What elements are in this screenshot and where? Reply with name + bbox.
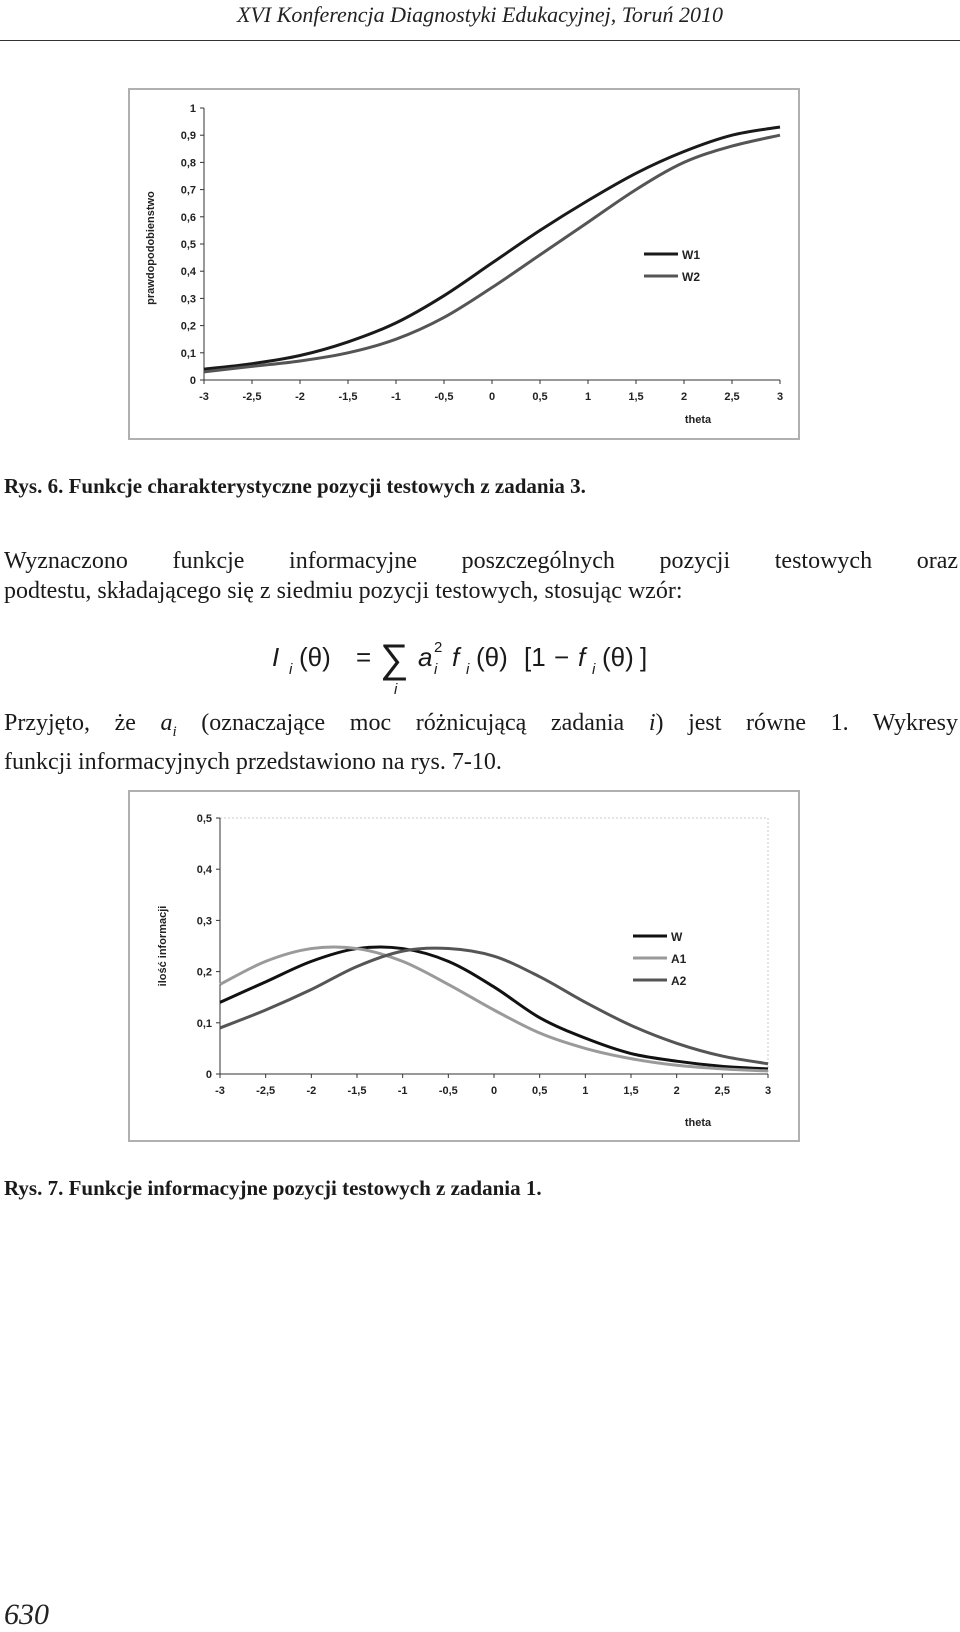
figure-2-caption: Rys. 7. Funkcje informacyjne pozycji testowych z zadania 1. xyxy=(4,1176,542,1200)
figure-2-chart xyxy=(128,790,800,1142)
p2-text-b: (oznaczające moc różnicującą zadania xyxy=(176,710,649,736)
y-tick-label: 0 xyxy=(189,375,196,387)
y-tick-label: 0,2 xyxy=(196,966,212,979)
formula-theta-3: (θ) xyxy=(602,642,634,672)
y-tick-label: 0,1 xyxy=(196,1017,212,1030)
x-tick-label: -1,5 xyxy=(338,391,358,403)
x-tick-label: 2 xyxy=(680,391,688,403)
x-tick-label: -0,5 xyxy=(434,391,454,403)
x-tick-label: 2,5 xyxy=(714,1085,730,1097)
y-tick-label: 1 xyxy=(189,103,196,115)
paragraph-2-line-2: funkcji informacyjnych przedstawiono na rys. 7-10. xyxy=(4,748,502,775)
y-axis-label: prawdopodobienstwo xyxy=(145,191,157,305)
y-tick-label: 0,6 xyxy=(180,211,196,224)
paragraph-1-line-1: Wyznaczono funkcje informacyjne poszczególnych pozycji testowych oraz xyxy=(4,548,958,574)
legend-label-a1: A1 xyxy=(671,952,687,966)
formula-sub-i-1: i xyxy=(289,661,293,678)
formula-sub-i-4: i xyxy=(592,661,596,678)
x-axis-label: theta xyxy=(684,414,712,426)
page-number: 630 xyxy=(4,1598,49,1631)
p2-text-a: Przyjęto, że xyxy=(4,710,161,736)
x-tick-label: -1 xyxy=(397,1085,408,1097)
p2-a-subscript: i xyxy=(172,723,177,740)
formula-bracket-open: [1 xyxy=(524,642,546,672)
formula-I: I xyxy=(272,642,280,672)
x-tick-label: 0,5 xyxy=(532,1085,548,1097)
paragraph-2 xyxy=(4,708,958,777)
y-axis-label: ilość informacji xyxy=(157,905,169,987)
chart-frame xyxy=(129,791,799,1141)
x-tick-label: 1,5 xyxy=(623,1085,639,1097)
x-tick-label: -0,5 xyxy=(438,1085,458,1097)
formula-theta-1: (θ) xyxy=(299,642,331,672)
x-tick-label: -3 xyxy=(215,1085,225,1097)
y-tick-label: 0,2 xyxy=(180,320,196,333)
legend-label-w1: W1 xyxy=(682,248,700,262)
x-tick-label: -1,5 xyxy=(347,1085,367,1097)
paragraph-2-line-1 xyxy=(4,708,958,747)
p2-text-c: ) jest równe 1. Wykresy xyxy=(655,710,958,736)
y-tick-label: 0,4 xyxy=(196,864,212,877)
x-axis-label: theta xyxy=(684,1117,712,1129)
x-tick-label: 0 xyxy=(490,1085,498,1097)
paragraph-1 xyxy=(4,546,958,606)
formula-sub-i-3: i xyxy=(466,661,470,678)
y-tick-label: 0 xyxy=(205,1069,212,1081)
figure-1-chart xyxy=(128,88,800,440)
formula-a: a xyxy=(418,642,433,672)
y-tick-label: 0,3 xyxy=(180,293,196,306)
formula-sum: ∑ xyxy=(380,637,409,681)
x-tick-label: 1,5 xyxy=(628,391,644,403)
y-tick-label: 0,5 xyxy=(196,813,212,825)
legend-label-w2: W2 xyxy=(682,270,700,284)
p2-i-symbol: i xyxy=(648,710,656,736)
x-tick-label: 1 xyxy=(584,391,592,403)
information-formula xyxy=(272,636,692,696)
formula-bracket-close: ] xyxy=(640,642,648,672)
x-tick-label: -2,5 xyxy=(242,391,262,403)
y-tick-label: 0,3 xyxy=(196,915,212,928)
header-rule xyxy=(0,40,960,41)
x-tick-label: 2 xyxy=(673,1085,680,1097)
paragraph-1-line-2: podtestu, składającego się z siedmiu pozycji testowych, stosując wzór: xyxy=(4,578,683,604)
y-tick-label: 0,4 xyxy=(180,266,196,279)
formula-f-1: f xyxy=(452,642,460,672)
legend-label-a2: A2 xyxy=(671,974,687,988)
x-tick-label: 1 xyxy=(582,1085,589,1097)
formula-f-2: f xyxy=(578,642,586,672)
formula-theta-2: (θ) xyxy=(476,642,508,672)
formula-power: 2 xyxy=(434,639,443,656)
x-tick-label: -2 xyxy=(295,391,305,403)
legend-label-w: W xyxy=(671,930,683,944)
y-tick-label: 0,7 xyxy=(180,184,196,197)
y-tick-label: 0,9 xyxy=(180,130,196,143)
x-tick-label: -2,5 xyxy=(256,1085,276,1097)
chart-frame xyxy=(129,89,799,439)
x-tick-label: -3 xyxy=(199,391,209,403)
x-tick-label: 2,5 xyxy=(724,391,740,403)
formula-equals: = xyxy=(356,642,372,672)
figure-1-caption: Rys. 6. Funkcje charakterystyczne pozycji testowych z zadania 3. xyxy=(4,474,586,498)
y-tick-label: 0,1 xyxy=(180,347,196,360)
p2-a-symbol: a xyxy=(160,710,173,736)
running-header: XVI Konferencja Diagnostyki Edukacyjnej, Toruń 2010 xyxy=(237,2,723,27)
x-tick-label: 3 xyxy=(764,1085,772,1097)
x-tick-label: -2 xyxy=(306,1085,317,1097)
y-tick-label: 0,5 xyxy=(180,239,196,251)
x-tick-label: 3 xyxy=(776,391,784,403)
formula-sum-index: i xyxy=(394,681,398,696)
y-tick-label: 0,8 xyxy=(180,157,196,170)
formula-minus: − xyxy=(554,642,570,672)
x-tick-label: -1 xyxy=(391,391,401,403)
x-tick-label: 0 xyxy=(488,391,496,403)
x-tick-label: 0,5 xyxy=(532,391,548,403)
formula-sub-i-2: i xyxy=(434,661,438,678)
